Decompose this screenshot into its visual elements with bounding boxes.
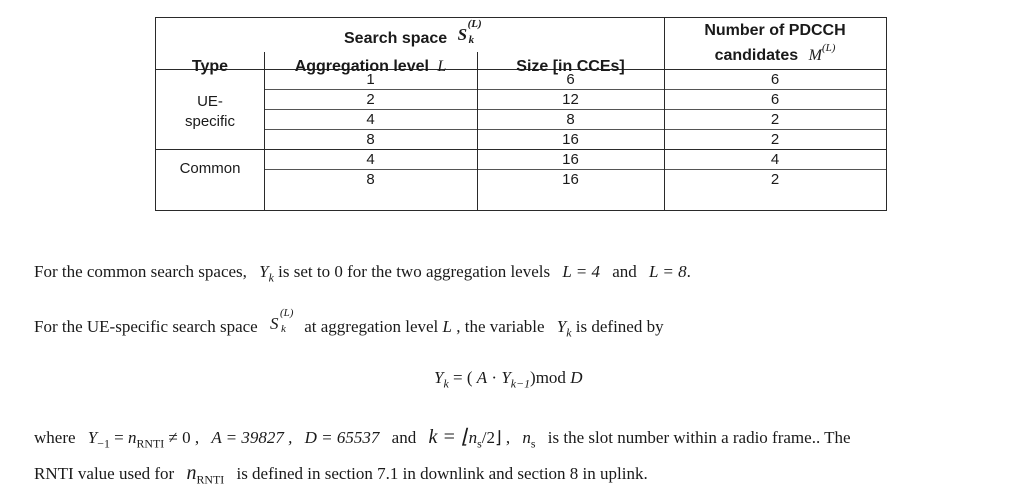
search-space-symbol: S (L) k xyxy=(457,18,482,46)
size-header: Size [in CCEs] xyxy=(516,58,625,75)
size-cell: 8 xyxy=(566,111,575,128)
candidates-cell: 6 xyxy=(770,91,780,108)
candidates-cell: 2 xyxy=(770,111,780,128)
paragraph-ue-specific-search-space: For the UE-specific search space S (L) k at aggregation level L , the variable $Y_k$ is defined by xyxy=(34,307,664,340)
candidates-header: Number of PDCCH candidates $M^{(L)}$ xyxy=(704,22,846,64)
type-common: Common xyxy=(179,160,241,177)
search-space-table xyxy=(155,17,887,211)
size-cell: 6 xyxy=(566,71,575,88)
level-cell: 1 xyxy=(366,71,375,88)
candidates-cell: 2 xyxy=(770,171,780,188)
type-ue-specific: UE- specific xyxy=(184,93,236,130)
size-cell: 16 xyxy=(562,171,579,188)
size-cell: 16 xyxy=(562,131,579,148)
paragraph-common-search-space: For the common search spaces, $Y_k$ is set to 0 for the two aggregation levels L = 4 and L = 8. xyxy=(34,262,691,285)
level-cell: 8 xyxy=(366,131,375,148)
candidates-cell: 2 xyxy=(770,131,780,148)
level-cell: 4 xyxy=(366,111,375,128)
size-cell: 16 xyxy=(562,151,579,168)
paragraph-rnti-reference: RNTI value used for $n_{RNTI}$ is defined in section 7.1 in downlink and section 8 in uplink. xyxy=(34,462,648,487)
type-header: Type xyxy=(191,58,229,75)
level-cell: 2 xyxy=(366,91,375,108)
aggregation-level-header: Aggregation level L xyxy=(294,58,447,75)
candidates-cell: 6 xyxy=(770,71,780,88)
level-cell: 8 xyxy=(366,171,375,188)
search-space-header: Search space S (L) k xyxy=(344,18,482,47)
candidates-cell: 4 xyxy=(770,151,780,168)
paragraph-where-definitions: where $Y_{-1} = n_{RNTI} \ne 0$ , A = 39827 , D = 65537 and $k = ⌊n_s/2⌋$ , $n_s$ is the slot number within a radio frame.. The xyxy=(34,426,851,451)
size-cell: 12 xyxy=(562,91,579,108)
formula-yk: $Y_k$ = ( $A \cdot Y_{k-1})mod$ D xyxy=(434,368,583,391)
level-cell: 4 xyxy=(366,151,375,168)
search-space-symbol: S (L) k xyxy=(269,307,294,335)
